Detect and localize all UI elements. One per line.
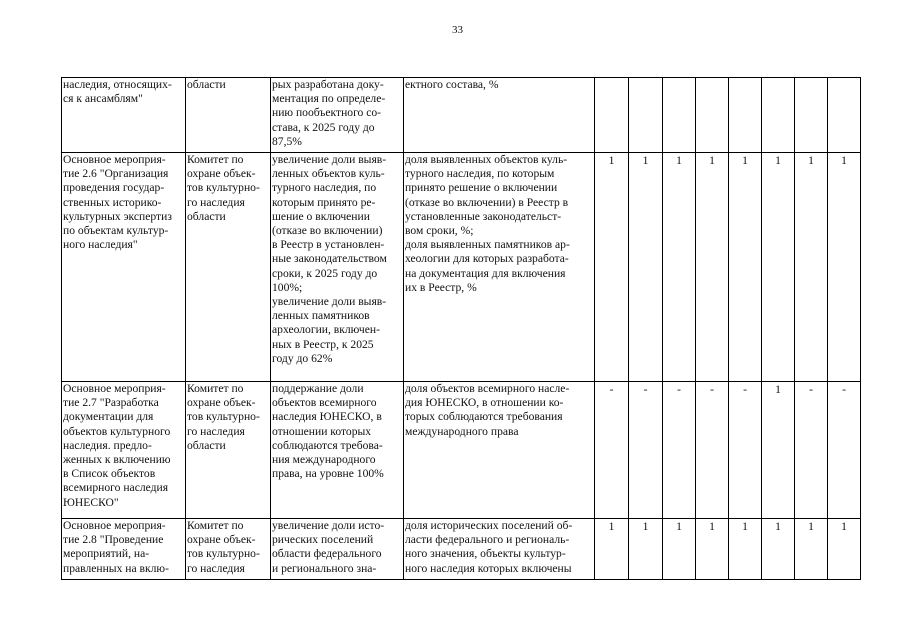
table-row: [62, 153, 861, 382]
value-cell: -: [696, 382, 729, 519]
executor-cell: Комитет по охране объек- тов культурно- го наследия: [186, 519, 271, 580]
executor-cell: Комитет по охране объек- тов культурно- го наследия области: [186, 382, 271, 519]
indicator-cell: доля исторических поселений об- ласти федерального и региональ- ного значения, объекты культур- ного наследия которых включены: [404, 519, 595, 580]
value-cell: 1: [795, 153, 828, 382]
value-cell: [828, 78, 861, 153]
indicator-cell: доля выявленных объектов куль- турного наследия, по которым принято решение о включении (отказе во включении) в Реестр в установленные законодательст- вом сроки, %; доля выявленных памятников ар- хеологии для которых разработа- на документация для включения их в Реестр, %: [404, 153, 595, 382]
value-cell: [795, 78, 828, 153]
value-cell: -: [729, 382, 762, 519]
value-cell: 1: [729, 153, 762, 382]
result-cell: рых разработана доку- ментация по определе- нию пообъектного со- става, к 2025 году до 87,5%: [271, 78, 404, 153]
value-cell: 1: [696, 153, 729, 382]
event-cell: Основное мероприя- тие 2.7 "Разработка документации для объектов культурного наследия. предло- женных к включению в Список объектов всемирного наследия ЮНЕСКО": [62, 382, 186, 519]
value-cell: -: [595, 382, 629, 519]
value-cell: 1: [595, 153, 629, 382]
value-cell: [595, 78, 629, 153]
indicator-cell: доля объектов всемирного насле- дия ЮНЕСКО, в отношении ко- торых соблюдаются требования международного права: [404, 382, 595, 519]
event-cell: Основное мероприя- тие 2.6 "Организация проведения государ- ственных историко- культурных экспертиз по объектам культур- ного наследия": [62, 153, 186, 382]
event-cell: наследия, относящих- ся к ансамблям": [62, 78, 186, 153]
event-cell: Основное мероприя- тие 2.8 "Проведение мероприятий, на- правленных на вклю-: [62, 519, 186, 580]
value-cell: 1: [828, 519, 861, 580]
value-cell: [729, 78, 762, 153]
value-cell: [663, 78, 696, 153]
result-cell: поддержание доли объектов всемирного наследия ЮНЕСКО, в отношении которых соблюдаются требова- ния международного права, на уровне 100%: [271, 382, 404, 519]
value-cell: 1: [663, 519, 696, 580]
value-cell: -: [663, 382, 696, 519]
program-events-table: [61, 77, 861, 580]
value-cell: 1: [762, 519, 795, 580]
value-cell: 1: [629, 153, 663, 382]
result-cell: увеличение доли выяв- ленных объектов куль- турного наследия, по которым принято ре- шение о включении (отказе во включении) в Реестр в установлен- ные законодательством сроки, к 2025 году до 100%; увеличение доли выяв- ленных памятников археологии, включен- ных в Реестр, к 2025 году до 62%: [271, 153, 404, 382]
value-cell: -: [828, 382, 861, 519]
value-cell: [762, 78, 795, 153]
value-cell: [629, 78, 663, 153]
value-cell: -: [795, 382, 828, 519]
value-cell: [696, 78, 729, 153]
value-cell: 1: [762, 153, 795, 382]
value-cell: 1: [762, 382, 795, 519]
value-cell: 1: [828, 153, 861, 382]
page-number: 33: [452, 24, 463, 36]
value-cell: 1: [629, 519, 663, 580]
executor-cell: области: [186, 78, 271, 153]
table-row: [62, 382, 861, 519]
value-cell: 1: [795, 519, 828, 580]
executor-cell: Комитет по охране объек- тов культурно- го наследия области: [186, 153, 271, 382]
table-row: [62, 519, 861, 580]
value-cell: 1: [663, 153, 696, 382]
result-cell: увеличение доли исто- рических поселений области федерального и регионального зна-: [271, 519, 404, 580]
table-row: [62, 78, 861, 153]
value-cell: 1: [595, 519, 629, 580]
value-cell: 1: [696, 519, 729, 580]
indicator-cell: ектного состава, %: [404, 78, 595, 153]
value-cell: 1: [729, 519, 762, 580]
value-cell: -: [629, 382, 663, 519]
